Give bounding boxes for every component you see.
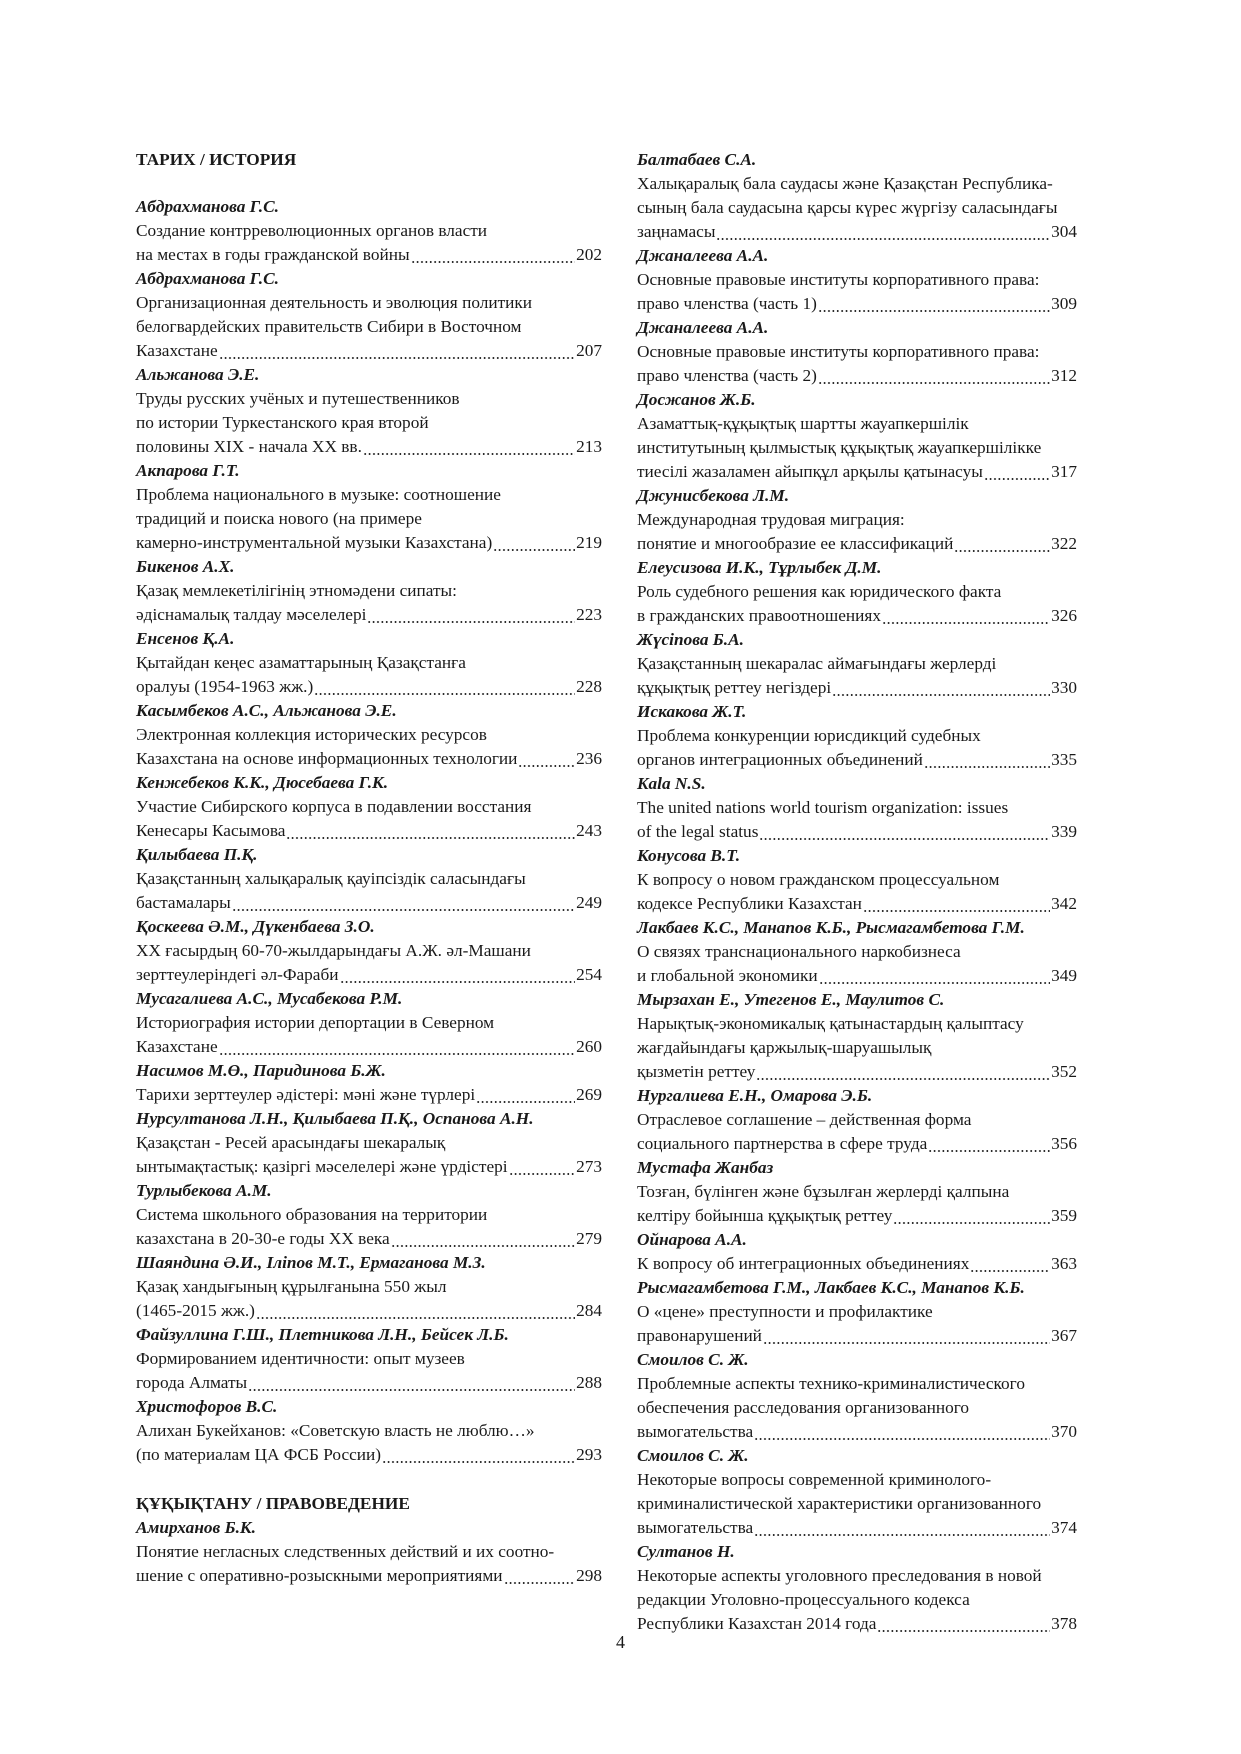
entry-title-last-line bbox=[136, 675, 602, 699]
entry-author: Қилыбаева П.Қ. bbox=[136, 845, 258, 864]
toc-entry bbox=[136, 1059, 602, 1107]
toc-entry bbox=[136, 1107, 602, 1179]
dot-leader bbox=[928, 1132, 1050, 1156]
toc-entry bbox=[136, 1179, 602, 1251]
dot-leader bbox=[504, 1564, 576, 1588]
entry-title-line: ынтымақтастық: қазіргі мәселелері және үрдістері bbox=[136, 1157, 508, 1176]
entry-page-number: 293 bbox=[576, 1445, 602, 1464]
entry-author: Ойнарова А.А. bbox=[637, 1230, 747, 1249]
entry-page-number: 288 bbox=[576, 1373, 602, 1392]
toc-entry bbox=[136, 915, 602, 987]
entry-page-number: 326 bbox=[1051, 606, 1077, 625]
entry-author: Насимов М.Ө., Паридинова Б.Ж. bbox=[136, 1061, 386, 1080]
toc-entry bbox=[136, 699, 602, 771]
dot-leader bbox=[716, 220, 1050, 244]
toc-entry bbox=[136, 195, 602, 267]
entry-page-number: 223 bbox=[576, 605, 602, 624]
entry-author: Джаналеева А.А. bbox=[637, 246, 769, 265]
toc-entry bbox=[136, 1251, 602, 1323]
toc-entry bbox=[136, 1516, 602, 1588]
entry-title-line: тиесілі жазаламен айыпқұл арқылы қатынасуы bbox=[637, 462, 983, 481]
entry-title-last-line bbox=[136, 963, 602, 987]
entry-title-line: Система школьного образования на территории bbox=[136, 1205, 488, 1224]
entry-title-last-line bbox=[637, 532, 1077, 556]
dot-leader bbox=[893, 1204, 1050, 1228]
dot-leader bbox=[954, 532, 1050, 556]
entry-page-number: 356 bbox=[1051, 1134, 1077, 1153]
entry-title-line: Международная трудовая миграция: bbox=[637, 510, 905, 529]
toc-entry bbox=[637, 916, 1077, 988]
entry-author: Қоскеева Ә.М., Дүкенбаева З.О. bbox=[136, 917, 375, 936]
toc-entry bbox=[136, 627, 602, 699]
entry-title-line: XX ғасырдың 60-70-жылдарындағы А.Ж. әл-Машани bbox=[136, 941, 531, 960]
toc-entry bbox=[637, 1084, 1077, 1156]
dot-leader bbox=[314, 675, 575, 699]
entry-title-line: Алихан Букейханов: «Советскую власть не люблю…» bbox=[136, 1421, 535, 1440]
entry-page-number: 279 bbox=[576, 1229, 602, 1248]
entry-title-line: города Алматы bbox=[136, 1373, 248, 1392]
law-entries-right bbox=[637, 148, 1077, 1636]
entry-title-last-line bbox=[637, 964, 1077, 988]
toc-entry bbox=[637, 148, 1077, 244]
entry-title-last-line bbox=[637, 1060, 1077, 1084]
entry-page-number: 298 bbox=[576, 1566, 602, 1585]
dot-leader bbox=[476, 1083, 575, 1107]
entry-page-number: 269 bbox=[576, 1085, 602, 1104]
dot-leader bbox=[970, 1252, 1050, 1276]
left-column bbox=[136, 148, 602, 1588]
entry-title-line: шение с оперативно-розыскными мероприятиями bbox=[136, 1566, 503, 1585]
dot-leader bbox=[756, 1060, 1050, 1084]
entry-author: Лакбаев К.С., Манапов К.Б., Рысмагамбетова Г.М. bbox=[637, 918, 1025, 937]
entry-title-last-line bbox=[136, 747, 602, 771]
entry-title-line: и глобальной экономики bbox=[637, 966, 818, 985]
entry-title-line: криминалистической характеристики организованного bbox=[637, 1494, 1042, 1513]
entry-title-line: Основные правовые институты корпоративного права: bbox=[637, 270, 1040, 289]
entry-title-line: Қазақ мемлекетілігінің этномәдени сипаты: bbox=[136, 581, 457, 600]
entry-page-number: 370 bbox=[1051, 1422, 1077, 1441]
entry-title-line: Азаматтық-құқықтық шартты жауапкершілік bbox=[637, 414, 969, 433]
entry-title-last-line bbox=[136, 531, 602, 555]
history-entries bbox=[136, 195, 602, 1467]
toc-entry bbox=[637, 556, 1077, 628]
entry-title-line: қызметін реттеу bbox=[637, 1062, 756, 1081]
toc-entry bbox=[637, 700, 1077, 772]
spacer bbox=[136, 1467, 602, 1492]
section-heading-law: ҚҰҚЫҚТАНУ / ПРАВОВЕДЕНИЕ bbox=[136, 1494, 410, 1513]
entry-title-line: әдіснамалық талдау мәселелері bbox=[136, 605, 367, 624]
entry-author: Елеусизова И.К., Тұрлыбек Д.М. bbox=[637, 558, 882, 577]
entry-title-line: О связях транснационального наркобизнеса bbox=[637, 942, 961, 961]
entry-title-last-line bbox=[637, 1132, 1077, 1156]
entry-title-line: зерттеулеріндегі әл-Фараби bbox=[136, 965, 339, 984]
dot-leader bbox=[754, 1420, 1050, 1444]
entry-title-line: органов интеграционных объединений bbox=[637, 750, 923, 769]
entry-title-last-line bbox=[136, 1155, 602, 1179]
entry-title-last-line bbox=[637, 1324, 1077, 1348]
entry-page-number: 260 bbox=[576, 1037, 602, 1056]
entry-author: Акпарова Г.Т. bbox=[136, 461, 240, 480]
toc-entry bbox=[637, 388, 1077, 484]
entry-author: Досжанов Ж.Б. bbox=[637, 390, 756, 409]
entry-author: Султанов Н. bbox=[637, 1542, 735, 1561]
entry-author: Балтабаев С.А. bbox=[637, 150, 757, 169]
dot-leader bbox=[391, 1227, 575, 1251]
toc-entry bbox=[136, 267, 602, 363]
entry-title-last-line bbox=[637, 292, 1077, 316]
entry-title-last-line bbox=[637, 220, 1077, 244]
entry-page-number: 219 bbox=[576, 533, 602, 552]
entry-title-line: заңнамасы bbox=[637, 222, 716, 241]
entry-page-number: 378 bbox=[1051, 1614, 1077, 1633]
section-heading-history: ТАРИХ / ИСТОРИЯ bbox=[136, 150, 297, 169]
toc-entry bbox=[637, 244, 1077, 316]
dot-leader bbox=[509, 1155, 576, 1179]
entry-author: Файзуллина Г.Ш., Плетникова Л.Н., Бейсек Л.Б. bbox=[136, 1325, 509, 1344]
entry-title-line: обеспечения расследования организованного bbox=[637, 1398, 970, 1417]
toc-entry bbox=[136, 1323, 602, 1395]
entry-author: Турлыбекова А.М. bbox=[136, 1181, 272, 1200]
entry-title-line: Основные правовые институты корпоративного права: bbox=[637, 342, 1040, 361]
entry-title-last-line bbox=[637, 748, 1077, 772]
dot-leader bbox=[819, 964, 1050, 988]
entry-title-line: редакции Уголовно-процессуального кодекса bbox=[637, 1590, 970, 1609]
entry-author: Нургалиева Е.Н., Омарова Э.Б. bbox=[637, 1086, 873, 1105]
entry-title-last-line bbox=[637, 604, 1077, 628]
entry-title-last-line bbox=[136, 819, 602, 843]
entry-title-line: Труды русских учёных и путешественников bbox=[136, 389, 460, 408]
entry-title-line: институтының қылмыстық құқықтық жауапкершілікке bbox=[637, 438, 1042, 457]
entry-title-line: право членства (часть 2) bbox=[637, 366, 817, 385]
entry-author: Абдрахманова Г.С. bbox=[136, 269, 279, 288]
dot-leader bbox=[518, 747, 575, 771]
entry-title-line: Қазақ хандығының құрылғанына 550 жыл bbox=[136, 1277, 447, 1296]
toc-entry bbox=[637, 1228, 1077, 1276]
entry-title-last-line bbox=[637, 1516, 1077, 1540]
entry-title-line: Создание контрреволюционных органов власти bbox=[136, 221, 488, 240]
entry-title-last-line bbox=[136, 1564, 602, 1588]
toc-entry bbox=[637, 1156, 1077, 1228]
entry-page-number: 349 bbox=[1051, 966, 1077, 985]
entry-author: Бикенов А.Х. bbox=[136, 557, 235, 576]
entry-title-line: в гражданских правоотношениях bbox=[637, 606, 881, 625]
toc-entry bbox=[136, 843, 602, 915]
entry-title-last-line bbox=[136, 1371, 602, 1395]
entry-title-last-line bbox=[136, 243, 602, 267]
dot-leader bbox=[832, 676, 1050, 700]
entry-title-line: казахстана в 20-30-е годы XX века bbox=[136, 1229, 390, 1248]
entry-title-last-line bbox=[637, 676, 1077, 700]
entry-author: Касымбеков А.С., Альжанова Э.Е. bbox=[136, 701, 397, 720]
dot-leader bbox=[818, 364, 1050, 388]
toc-entry bbox=[637, 1444, 1077, 1540]
entry-author: Мырзахан Е., Утегенов Е., Маулитов С. bbox=[637, 990, 945, 1009]
entry-page-number: 213 bbox=[576, 437, 602, 456]
entry-title-line: белогвардейских правительств Сибири в Восточном bbox=[136, 317, 522, 336]
entry-title-line: вымогательства bbox=[637, 1422, 754, 1441]
entry-title-last-line bbox=[637, 364, 1077, 388]
entry-title-line: понятие и многообразие ее классификаций bbox=[637, 534, 954, 553]
toc-entry bbox=[136, 1395, 602, 1467]
entry-title-line: құқықтық реттеу негіздері bbox=[637, 678, 832, 697]
entry-title-line: половины XIX - начала XX вв. bbox=[136, 437, 362, 456]
entry-page-number: 339 bbox=[1051, 822, 1077, 841]
dot-leader bbox=[340, 963, 576, 987]
dot-leader bbox=[882, 604, 1050, 628]
page-number: 4 bbox=[616, 1632, 625, 1652]
toc-entry bbox=[136, 459, 602, 555]
entry-title-line: Историография истории депортации в Северном bbox=[136, 1013, 495, 1032]
dot-leader bbox=[818, 292, 1050, 316]
toc-entry bbox=[136, 555, 602, 627]
entry-title-line: социального партнерства в сфере труда bbox=[637, 1134, 928, 1153]
dot-leader bbox=[763, 1324, 1050, 1348]
entry-page-number: 254 bbox=[576, 965, 602, 984]
entry-page-number: 273 bbox=[576, 1157, 602, 1176]
entry-page-number: 207 bbox=[576, 341, 602, 360]
toc-entry bbox=[637, 1348, 1077, 1444]
entry-page-number: 335 bbox=[1051, 750, 1077, 769]
entry-title-line: бастамалары bbox=[136, 893, 231, 912]
toc-entry bbox=[637, 772, 1077, 844]
entry-title-last-line bbox=[136, 1035, 602, 1059]
entry-author: Шаяндина Ә.И., Іліпов М.Т., Ермаганова М.З. bbox=[136, 1253, 486, 1272]
entry-title-last-line bbox=[637, 1204, 1077, 1228]
dot-leader bbox=[248, 1371, 575, 1395]
dot-leader bbox=[984, 460, 1050, 484]
entry-title-line: Роль судебного решения как юридического факта bbox=[637, 582, 1002, 601]
toc-entry bbox=[637, 844, 1077, 916]
entry-title-line: сының бала саудасына қарсы күрес жүргізу саласындағы bbox=[637, 198, 1058, 217]
entry-title-line: вымогательства bbox=[637, 1518, 754, 1537]
toc-entry bbox=[637, 1540, 1077, 1636]
toc-entry bbox=[136, 987, 602, 1059]
dot-leader bbox=[754, 1516, 1050, 1540]
entry-title-line: Проблема национального в музыке: соотношение bbox=[136, 485, 501, 504]
entry-title-line: Организационная деятельность и эволюция политики bbox=[136, 293, 533, 312]
right-column bbox=[637, 148, 1077, 1636]
entry-title-last-line bbox=[637, 820, 1077, 844]
entry-title-line: Нарықтық-экономикалық қатынастардың қалыптасу bbox=[637, 1014, 1024, 1033]
entry-author: Нурсултанова Л.Н., Қилыбаева П.Қ., Оспанова А.Н. bbox=[136, 1109, 534, 1128]
entry-author: Рысмагамбетова Г.М., Лакбаев К.С., Манапов К.Б. bbox=[637, 1278, 1025, 1297]
entry-title-line: келтіру бойынша құқықтық реттеу bbox=[637, 1206, 893, 1225]
entry-title-line: право членства (часть 1) bbox=[637, 294, 817, 313]
toc-entry bbox=[637, 628, 1077, 700]
entry-title-last-line bbox=[136, 1299, 602, 1323]
entry-author: Кенжебеков К.К., Дюсебаева Г.К. bbox=[136, 773, 389, 792]
entry-title-line: О «цене» преступности и профилактике bbox=[637, 1302, 933, 1321]
entry-title-last-line bbox=[136, 1227, 602, 1251]
entry-title-line: Қазақстан - Ресей арасындағы шекаралық bbox=[136, 1133, 446, 1152]
entry-title-line: К вопросу о новом гражданском процессуальном bbox=[637, 870, 1000, 889]
toc-entry bbox=[136, 771, 602, 843]
entry-author: Смоилов С. Ж. bbox=[637, 1350, 749, 1369]
entry-page-number: 284 bbox=[576, 1301, 602, 1320]
entry-page-number: 359 bbox=[1051, 1206, 1077, 1225]
dot-leader bbox=[219, 339, 575, 363]
entry-page-number: 352 bbox=[1051, 1062, 1077, 1081]
entry-title-last-line bbox=[136, 603, 602, 627]
dot-leader bbox=[232, 891, 575, 915]
dot-leader bbox=[219, 1035, 575, 1059]
entry-author: Kala N.S. bbox=[637, 774, 706, 793]
entry-title-line: Проблемные аспекты технико-криминалистического bbox=[637, 1374, 1025, 1393]
dot-leader bbox=[411, 243, 575, 267]
entry-author: Альжанова Э.Е. bbox=[136, 365, 260, 384]
entry-title-last-line bbox=[136, 1443, 602, 1467]
entry-title-line: Қытайдан кеңес азаматтарының Қазақстанға bbox=[136, 653, 466, 672]
entry-title-line: Қазақстанның халықаралық қауіпсіздік саласындағы bbox=[136, 869, 526, 888]
entry-author: Джунисбекова Л.М. bbox=[637, 486, 790, 505]
entry-title-line: Отраслевое соглашение – действенная форма bbox=[637, 1110, 972, 1129]
dot-leader bbox=[367, 603, 575, 627]
dot-leader bbox=[363, 435, 575, 459]
spacer bbox=[136, 172, 602, 195]
entry-author: Конусова В.Т. bbox=[637, 846, 741, 865]
entry-title-last-line bbox=[136, 1083, 602, 1107]
entry-title-line: Участие Сибирского корпуса в подавлении восстания bbox=[136, 797, 532, 816]
entry-title-line: Некоторые вопросы современной криминолого- bbox=[637, 1470, 992, 1489]
toc-entry bbox=[136, 363, 602, 459]
entry-title-line: Понятие негласных следственных действий и их соотно- bbox=[136, 1542, 555, 1561]
entry-title-line: (1465-2015 жж.) bbox=[136, 1301, 255, 1320]
entry-title-line: Казахстане bbox=[136, 341, 218, 360]
entry-author: Смоилов С. Ж. bbox=[637, 1446, 749, 1465]
entry-author: Абдрахманова Г.С. bbox=[136, 197, 279, 216]
entry-title-line: Казахстана на основе информационных технологии bbox=[136, 749, 518, 768]
entry-title-line: Казахстане bbox=[136, 1037, 218, 1056]
entry-page-number: 202 bbox=[576, 245, 602, 264]
entry-author: Джаналеева А.А. bbox=[637, 318, 769, 337]
entry-title-last-line bbox=[637, 892, 1077, 916]
entry-title-last-line bbox=[637, 460, 1077, 484]
entry-page-number: 322 bbox=[1051, 534, 1077, 553]
toc-entry bbox=[637, 484, 1077, 556]
toc-entry bbox=[637, 1276, 1077, 1348]
entry-title-line: традиций и поиска нового (на примере bbox=[136, 509, 422, 528]
entry-title-line: Электронная коллекция исторических ресурсов bbox=[136, 725, 487, 744]
entry-page-number: 342 bbox=[1051, 894, 1077, 913]
entry-title-last-line bbox=[136, 339, 602, 363]
entry-author: Христофоров В.С. bbox=[136, 1397, 278, 1416]
entry-page-number: 330 bbox=[1051, 678, 1077, 697]
entry-author: Искакова Ж.Т. bbox=[637, 702, 747, 721]
entry-title-line: Кенесары Касымова bbox=[136, 821, 286, 840]
entry-page-number: 317 bbox=[1051, 462, 1077, 481]
entry-title-last-line bbox=[637, 1252, 1077, 1276]
toc-entry bbox=[637, 316, 1077, 388]
entry-title-line: Тарихи зерттеулер әдістері: мәні және түрлері bbox=[136, 1085, 476, 1104]
entry-title-line: The united nations world tourism organization: issues bbox=[637, 798, 1009, 817]
dot-leader bbox=[924, 748, 1050, 772]
entry-title-line: of the legal status bbox=[637, 822, 759, 841]
entry-author: Мусагалиева А.С., Мусабекова Р.М. bbox=[136, 989, 403, 1008]
entry-page-number: 236 bbox=[576, 749, 602, 768]
entry-title-line: правонарушений bbox=[637, 1326, 762, 1345]
entry-page-number: 243 bbox=[576, 821, 602, 840]
entry-title-last-line bbox=[637, 1420, 1077, 1444]
dot-leader bbox=[863, 892, 1050, 916]
entry-title-line: по истории Туркестанского края второй bbox=[136, 413, 429, 432]
entry-author: Жүсіпова Б.А. bbox=[637, 630, 744, 649]
entry-page-number: 374 bbox=[1051, 1518, 1077, 1537]
entry-title-line: Қазақстанның шекаралас аймағындағы жерлерді bbox=[637, 654, 997, 673]
law-entries-left bbox=[136, 1516, 602, 1588]
entry-title-line: Формированием идентичности: опыт музеев bbox=[136, 1349, 465, 1368]
dot-leader bbox=[286, 819, 575, 843]
entry-title-line: Некоторые аспекты уголовного преследования в новой bbox=[637, 1566, 1042, 1585]
entry-title-line: жағдайындағы қаржылық-шаруашылық bbox=[637, 1038, 932, 1057]
entry-title-line: Тозған, бүлінген және бұзылған жерлерді қалпына bbox=[637, 1182, 1010, 1201]
entry-author: Енсенов Қ.А. bbox=[136, 629, 235, 648]
entry-title-line: Проблема конкуренции юрисдикций судебных bbox=[637, 726, 981, 745]
entry-title-line: К вопросу об интеграционных объединениях bbox=[637, 1254, 970, 1273]
entry-title-line: оралуы (1954-1963 жж.) bbox=[136, 677, 314, 696]
entry-title-line: (по материалам ЦА ФСБ России) bbox=[136, 1445, 382, 1464]
entry-title-line: Республики Казахстан 2014 года bbox=[637, 1614, 877, 1633]
toc-entry bbox=[637, 988, 1077, 1084]
entry-page-number: 249 bbox=[576, 893, 602, 912]
entry-author: Амирханов Б.К. bbox=[136, 1518, 256, 1537]
entry-page-number: 363 bbox=[1051, 1254, 1077, 1273]
entry-title-line: Халықаралық бала саудасы және Қазақстан Республика- bbox=[637, 174, 1053, 193]
dot-leader bbox=[256, 1299, 575, 1323]
entry-title-line: камерно-инструментальной музыки Казахстана) bbox=[136, 533, 493, 552]
entry-title-line: на местах в годы гражданской войны bbox=[136, 245, 410, 264]
entry-page-number: 304 bbox=[1051, 222, 1077, 241]
entry-page-number: 367 bbox=[1051, 1326, 1077, 1345]
dot-leader bbox=[759, 820, 1050, 844]
entry-title-last-line bbox=[136, 435, 602, 459]
entry-page-number: 312 bbox=[1051, 366, 1077, 385]
dot-leader bbox=[382, 1443, 575, 1467]
dot-leader bbox=[493, 531, 575, 555]
entry-page-number: 309 bbox=[1051, 294, 1077, 313]
entry-author: Мустафа Жанбаз bbox=[637, 1158, 774, 1177]
entry-title-last-line bbox=[136, 891, 602, 915]
entry-page-number: 228 bbox=[576, 677, 602, 696]
entry-title-line: кодексе Республики Казахстан bbox=[637, 894, 862, 913]
